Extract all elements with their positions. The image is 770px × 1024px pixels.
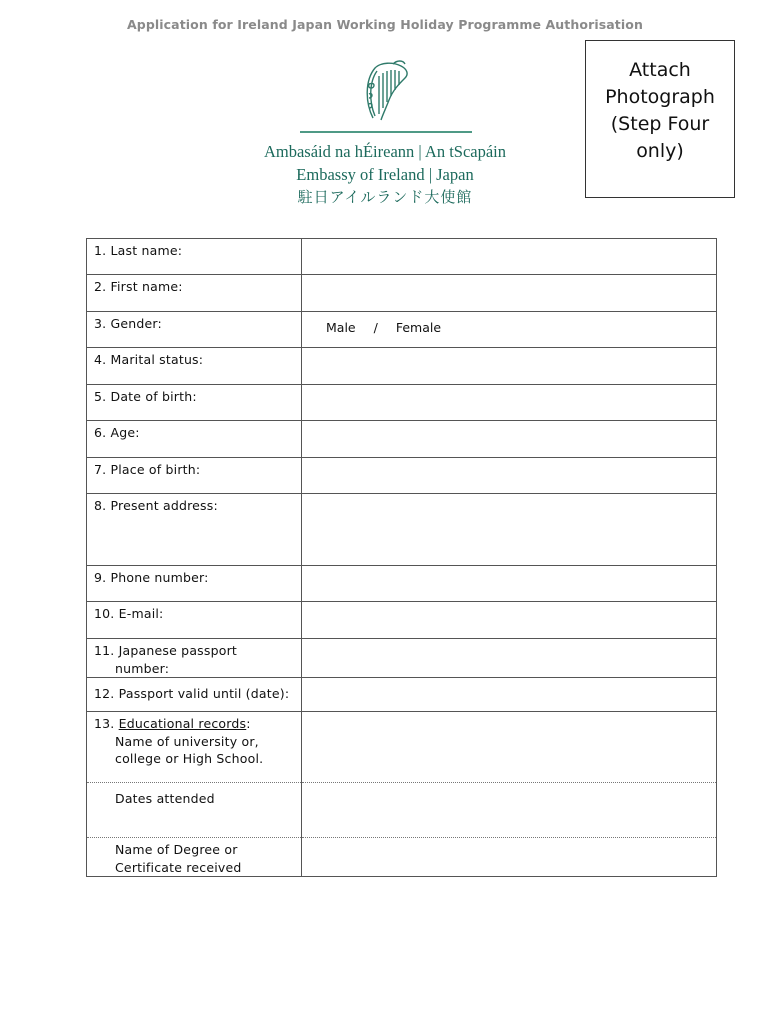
gender-options [302,312,716,335]
field-label-line: Certificate received [115,859,242,875]
embassy-name-japanese: 駐日アイルランド大使館 [297,188,473,206]
field-label: 8. Present address: [87,494,302,566]
gender-separator: / [373,320,378,335]
date-of-birth-field[interactable] [302,385,717,421]
field-label: 10. E-mail: [87,602,302,639]
field-label: 1. Last name: [87,239,302,275]
embassy-name-block [240,140,530,209]
field-label: 2. First name: [87,275,302,312]
place-of-birth-field[interactable] [302,458,717,494]
form-row-dates-attended [87,783,717,838]
application-form-table [86,238,717,877]
field-label-prefix: 13. [94,716,119,731]
field-label: 4. Marital status: [87,348,302,385]
form-row-date-of-birth [87,385,717,421]
form-row-present-address [87,494,717,566]
field-label-underlined: Educational records [118,716,247,731]
field-label: 5. Date of birth: [87,385,302,421]
last-name-field[interactable] [302,239,717,275]
degree-received-field[interactable] [302,838,717,877]
embassy-name-irish: Ambasáid na hÉireann | An tScapáin [263,142,507,161]
gender-field[interactable] [302,312,717,348]
document-title: Application for Ireland Japan Working Holiday Programme Authorisation [127,17,643,32]
field-label: 7. Place of birth: [87,458,302,494]
field-label-line: Name of Degree or [115,842,238,857]
form-row-first-name [87,275,717,312]
form-row-last-name [87,239,717,275]
harp-icon [359,58,413,124]
passport-number-field[interactable] [302,639,717,678]
field-label: 3. Gender: [87,312,302,348]
photo-attachment-box[interactable] [585,40,735,198]
phone-number-field[interactable] [302,566,717,602]
embassy-name-english: Embassy of Ireland | Japan [296,165,474,184]
logo-divider [300,131,472,133]
field-label-line: number: [115,660,170,676]
form-row-marital-status [87,348,717,385]
form-row-phone-number [87,566,717,602]
gender-option-female[interactable]: Female [395,320,442,335]
field-label: 9. Phone number: [87,566,302,602]
marital-status-field[interactable] [302,348,717,385]
present-address-field[interactable] [302,494,717,566]
field-label: 6. Age: [87,421,302,458]
field-label-line: Name of university or, [115,733,259,749]
form-row-gender [87,312,717,348]
form-row-passport-number [87,639,717,678]
form-row-age [87,421,717,458]
gender-option-male[interactable]: Male [326,320,356,335]
form-row-educational-records [87,712,717,783]
institution-name-field[interactable] [302,712,717,783]
field-label-line: Dates attended [115,791,215,806]
field-label-line: 11. Japanese passport [94,643,238,658]
passport-valid-until-field[interactable] [302,678,717,712]
field-label [87,639,302,678]
form-row-email [87,602,717,639]
dates-attended-field[interactable] [302,783,717,838]
field-label [87,838,302,877]
photo-box-label: Attach Photograph (Step Four only) [605,59,715,162]
age-field[interactable] [302,421,717,458]
field-label: 12. Passport valid until (date): [87,678,302,712]
field-label [87,783,302,838]
field-label [87,712,302,783]
first-name-field[interactable] [302,275,717,312]
form-row-degree-received [87,838,717,877]
form-row-passport-valid-until [87,678,717,712]
email-field[interactable] [302,602,717,639]
field-label-line: college or High School. [115,751,264,766]
field-label-suffix: : [246,716,251,731]
form-row-place-of-birth [87,458,717,494]
